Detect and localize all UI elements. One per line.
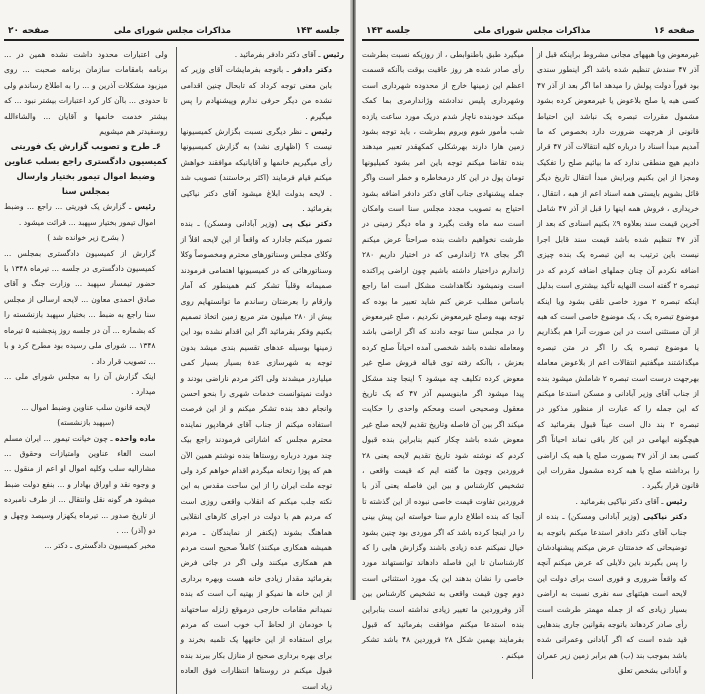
left-page-left-column (4, 47, 168, 694)
bill-title: لایحه قانون سلب عناوین وضبط اموال ... (21, 402, 151, 412)
paragraph: ماده واحده ـ چون خیانت تیمور ... ایران مسلم است الغاء عناوین وامتیازات وحقوق ... مشارالیه سلب وکلیه اموال او اعم از منقول ... و وجوه نقد و اوراق بهادار و ... بنفع دولت ضبط میشود هر گونه نقل وانتقال ... از طرف نامبرده از تاریخ صدور ... تیرماه یکهزار وسیصد وچهل و دو (آذر) ... . (4, 433, 156, 535)
paragraph: دکتر دادفر ـ باتوجه بفرمایشات آقای وزیر که بابن معنی توجه کرداد که تابحال چنین اقدامی نشده من دیگر حرفی ندارم وپیشنهادم را پس میگیرم . (180, 65, 333, 121)
speaker-name: رئیس (665, 496, 687, 506)
right-page-columns (362, 47, 699, 679)
paragraph: گزارش از کمیسیون دادگستری بمجلس ... کمیسیون دادگستری در جلسه ... تیرماه ۱۳۴۸ با حضور تیمسار سپهبد ... وزارت جنگ و آقای صادق احمدی معاون ... لایحه ارسالی از مجلس سنا راجع به ضبط ... بختیار سپهبد بازنشسته را که بشماره ... آن در جلسه روز پنجشنبه ۵ تیرماه ۱۳۴۸ ... شورای ملی رسیده بود مطرح کرد و با ... تصویب قرار داد . (4, 248, 156, 366)
left-page-right-column (176, 47, 345, 694)
speaker-name: رئیس (134, 202, 156, 212)
signature-line: مخبر کمیسیون دادگستری ـ دکتر ... (44, 541, 156, 551)
right-page-header (362, 26, 699, 41)
speaker-name: دکتر دادفر (292, 65, 333, 75)
session-number: جلسه ۱۴۳ (295, 26, 340, 36)
paragraph: رئیس ـ گزارش یک فوریتی ... راجع ... وضبط اموال تیمور بختیار سپهبد ... قرائت میشود . (4, 202, 156, 227)
paragraph: ولی اعتبارات محدود داشت نشده همین در ... برنامه بامقامات سازمان برنامه صحبت ... روی میزبود مشکلات آذرین و ... را به اطلاع رساندم ولی تا حدودی ... باآن کار کرد اعتبارات بیشتر نبود ... که بیشتر خدمت خانمها و آقایان ... والشاءالله روسفیدتر هم میشویم (4, 50, 168, 137)
running-title: مذاکرات مجلس شورای ملی (473, 26, 591, 36)
page-number: صفحه ۱۶ (653, 26, 695, 36)
paragraph: اینک گزارش آن را به مجلس شورای ملی ... میدارد . (4, 371, 156, 397)
speaker-name: دکتر نیک پی (282, 219, 333, 229)
speaker-name: رئیس (310, 127, 332, 137)
stage-direction: ( بشرح زیر خوانده شد ) (47, 233, 125, 243)
paragraph: رئیس ـ نظر دیگری نسبت بگزارش کمیسیونها نیست ؟ (اظهاری نشد) به گزارش کمیسیونها رأی میگیریم خانمها و آقایانیکه موافقند خواهش میکنم قیام فرمایند (اکثر برخاستند) تصویب شد . لایحه بدولت ابلاغ میشود آقای دکتر نیاکیی بفرمائید . (180, 127, 332, 214)
paragraph: میگیرد طبق باطنوابطی ، از روزیکه نسبت بطرشت رأی صادر شده هر روز عاقبت بوقت باآنکه قسمت اعظم این زمینها خارج از محدوده شهرداری است وشهرداری پلیس ندادشته وژاندارمری بما کمک میکند خودبنده ناچار شدم دریک مورد ساعت یازده شب مأمور شوم وبروم بطرشت ، باید توجه بشود زمین هارا دارند بهرشکلی کمکهقدر تعبیر میدهند بنده تقاضا میکنم توجه باین امر بشود کمیلیونها تومان پول در این کار درمخاطره و خطر است واگر جمله پیشنهادی جناب آقای دکتر دادفر اضافه بشود احتیاج به تصویب مجدد مجلس سنا است وامکان است سه ماه وقت بگیرد و ماه دیگر زمینی در طرشت نخواهیم داشت بنده صراحتاً عرض میکنم اگر بجای ۲۸ ژاندارمی که در اختیار داریم ۲۸۰ ژاندارم دراختیار داشته باشیم چون اراضی پراکنده است ونمیشود نگاهداشت مشکل است اما راجع باساس مطلب عرض کنم شاید تعبیر ما بوده که توجه بهبه وصلح غیرمعوض نکردیم ، صلح غیرمعوض را در مجلس سنا توجه دادند که اگر اراضی باشد ومعامله نشده باشد شخصی آمده احیاناً صلح کرده بعزش ، باآنکه رفته توی قباله فروش صلح غیر معوض کرده تکلیف چه میشود ؟ اینجا چند مشکل پیدا میشود اگر مابنویسیم آذر ۴۷ که یک تاریخ معقول وصحیحی است ومحکم واحدی را حکایت میکند اگر بین آن فاصله وتاریخ تقدیم لایحه صلح غیر معوض شده باشد چکار کنیم بنابراین بنده قبول کردم که نوشته شود تاریخ تقدیم لایحه یعنی ۲۸ فروردین وچون ما گفته ایم که قیمت واقعی ، تشخیص کارشناس و بین این فاصله یعنی آذر با فروردین تفاوت قیمت خاصی نبوده از این گذشته تا آنجا که بنده اطلاع دارم سنا خواسته این پیش بینی را در اینجا کرده باشد که اگر موردی بود چنین بشود خیال نمیکنم عده زیادی باشند وگزارش هایی را که کارشناسان تا این فاصله دادهاند توانستهاند مورد خاصی را نشان بدهند این یک مورد استثنائی است دوم چون قیمت واقعی به تشخیص کارشناس بین آذر وفروردین ما تغییر زیادی نداشته است بنابراین بنده استدعا میکنم موافقت بفرمائید که قبول بفرمایند بهمین شکل ۲۸ فروردین ۴۸ باشد تشکر میکنم . (362, 50, 525, 660)
bill-subtitle: (سپهبد بازنشسته) (57, 418, 115, 428)
left-page-header (4, 26, 344, 41)
paragraph: غیرمعوض ویا هبههای مجانی مشروط براینکه قبل از آذر ۴۷ سندش تنظیم شده باشد اگر اینطور سندی بود فوراً دولت پولش را میدهد اما اگر بعد از آذر ۴۷ کسی هبه یا صلح بلاعوض یا غیرمعوض کرده بشود مشمول مقررات تبصره یک نباشد این احتیاط قانونی از هرجهت ضرورت دارد بخصوص که ما آمدیم مبدأ اسناد را درباره کلیه انتقالات آذر ۴۷ قرار دادیم هیچ منطقی ندارد که ما بیائیم صلح را تفکیک ومجزا از این بکنیم وبرایش مبدأ انتقال تاریخ دیگر قائل بشویم بایستی همه اسناد اعم از هبه ، انتقال ، خریداری ، فروش همه اینها را قبل از آذر ۴۷ شامل آخرین قیمت سند بعلاوه ۹٪ بکنیم اسنادی که بعد از آذر ۴۷ تنظیم شده باشد قیمت سند قابل اجرا نیست باین ترتیب به این تبصره یک بنده چیزی اضافه نکردم آن چنان جملهای اضافه کردم که در تبصره ۲ گفته است النهایه تأکید بیشتری است بدلیل اینکه تبصره ۲ مورد خاصی تلقی بشود ویا اینکه موضوع تبصره یک ، یک موضوع خاصی است که هبه از آن مستثنی است در این صورت آنرا هم بگذاریم یا موضوع تبصره یک را اگر در متن تبصره میگذاشتند میگفتیم انتقالات اعم از بلاعوض معامله بهرجهت درست است تبصره ۲ شاملش میشود بنده از جناب آقای وزیر آبادانی و مسکن استدعا میکنم که این جمله را که عبارت از منظور مذکور در تبصره ۲ بند دال است عیناً قبول بفرمائید که هیچگونه ابهامی در این کار باقی نماند احیاناً اگر کسی بعد از آذر ۴۷ بصورت صلح یا هبه یک اراضی را برداشته صلح یا هبه کرده مشمول مقررات این قانون قرار بگیرد . (537, 50, 699, 491)
paragraph: رئیس ـ آقای دکتر نیاکیی بفرمائید . (575, 496, 687, 506)
right-page-left-column (362, 47, 524, 679)
left-page (0, 0, 352, 691)
section-heading: ۶ـ طرح و تصویب گزارش یک فوریتی کمیسیون دادگستری راجع بسلب عناوین وضبط اموال تیمور بختیار وارسال بمجلس سنا (4, 141, 168, 197)
paragraph: دکتر نیاکیی (وزیر آبادانی ومسکن) ـ بنده از جناب آقای دکتر دادفر استدعا میکنم باتوجه به توضیحاتی که خدمتتان عرض میکنم پیشنهادشان را پس بگیرند باین دلایلی که عرض میکنم آنچه که واقعاً ضروری و فوری است برای دولت این لایحه است هیئتهای سه نفری نسبت به اراضی بسیار زیادی که از جمله مهمتر طرشت است رأی صادر کردهاند باتوجه بقوانین جاری بندهایی قید شده است که اگر آبادانی وعمرانی شده باشد بموجب بند (ب) هم برابر زمین زیر عمران و آبادانی بشخص تعلق (537, 512, 687, 676)
paragraph: رئیس ـ آقای دکتر دادفر بفرمائید . (234, 50, 344, 59)
session-number: جلسه ۱۴۳ (366, 26, 411, 36)
book-gutter (350, 0, 356, 600)
paragraph: دکتر نیک پی (وزیر آبادانی ومسکن) ـ بنده تصور میکنم جادارد که واقعاً از این لایحه اقلاً از وکلای مجلس وسناتورهای محترم ومخصوصاً وکلا وسناتورهائی که در کمیسیونها اهتمامی فرمودند صمیمانه وقلباً تشکر کنم همینطور که آمار وارقام را بعرضتان رساندم ما توانستهایم روی بیش از ۲۸۰ میلیون متر مربع زمین اتخاذ تصمیم بکنیم وفکر بفرمائید اگر این اقدام نشده بود این زمینها بوسیله عدهای تقسیم بندی میشد بدون توجه به شهرسازی عدهٔ بسیار بسیار کمی میلیاردر میشدند ولی اکثر مردم ناراضی بودند و دولت نمیتوانست خدمات شهری را بنحو احسن وانجام دهد بنده تشکر میکنم و از این فرصت استفاده میکنم از جناب آقای فرهادپور نماینده محترم مجلس که اشاراتی فرمودند راجع بیک چند مورد درباره روستاها بنده نوشتم همین الآن هم که پوزا رتخانه میگردم اقدام خواهم کرد ولی توجه ملت ایران را از این ساحت مقدس به این نکته جلب میکنم که انقلاب واقعی روزی است که مردم هم با دولت در اجرای کارهای انقلابی هماهنگ بشوند (یکنفر از نمایندگان ـ مردم همیشه همکاری میکنند) کاملاً صحیح است مردم هم همکاری میکنند ولی اگر در جائی فرض بفرمائید مقدار زیادی خانه هست وبهره برداری از این خانه ها نمیکو از بهتیه آب است که بنده نمیدانم مقامات خارجی درموقع زلزله ساختهاند با خودمان از لحاظ آب خوب است که مردم برای استفاده از این خانهها یک تلمبه بخرند و برای بهره برداری صحیح از منازل بکار ببرند بنده قبول میکنم در روستاها انتظارات فوق العاده زیاد است (180, 219, 333, 691)
running-title: مذاکرات مجلس شورای ملی (113, 26, 231, 36)
left-page-columns (4, 47, 344, 694)
speaker-name: دکتر نیاکیی (643, 512, 687, 522)
page-number: صفحه ۲۰ (8, 26, 50, 36)
right-page (352, 0, 705, 676)
right-page-right-column (532, 47, 699, 679)
speaker-name: رئیس (322, 50, 344, 59)
article-label: ماده واحده (115, 433, 156, 443)
